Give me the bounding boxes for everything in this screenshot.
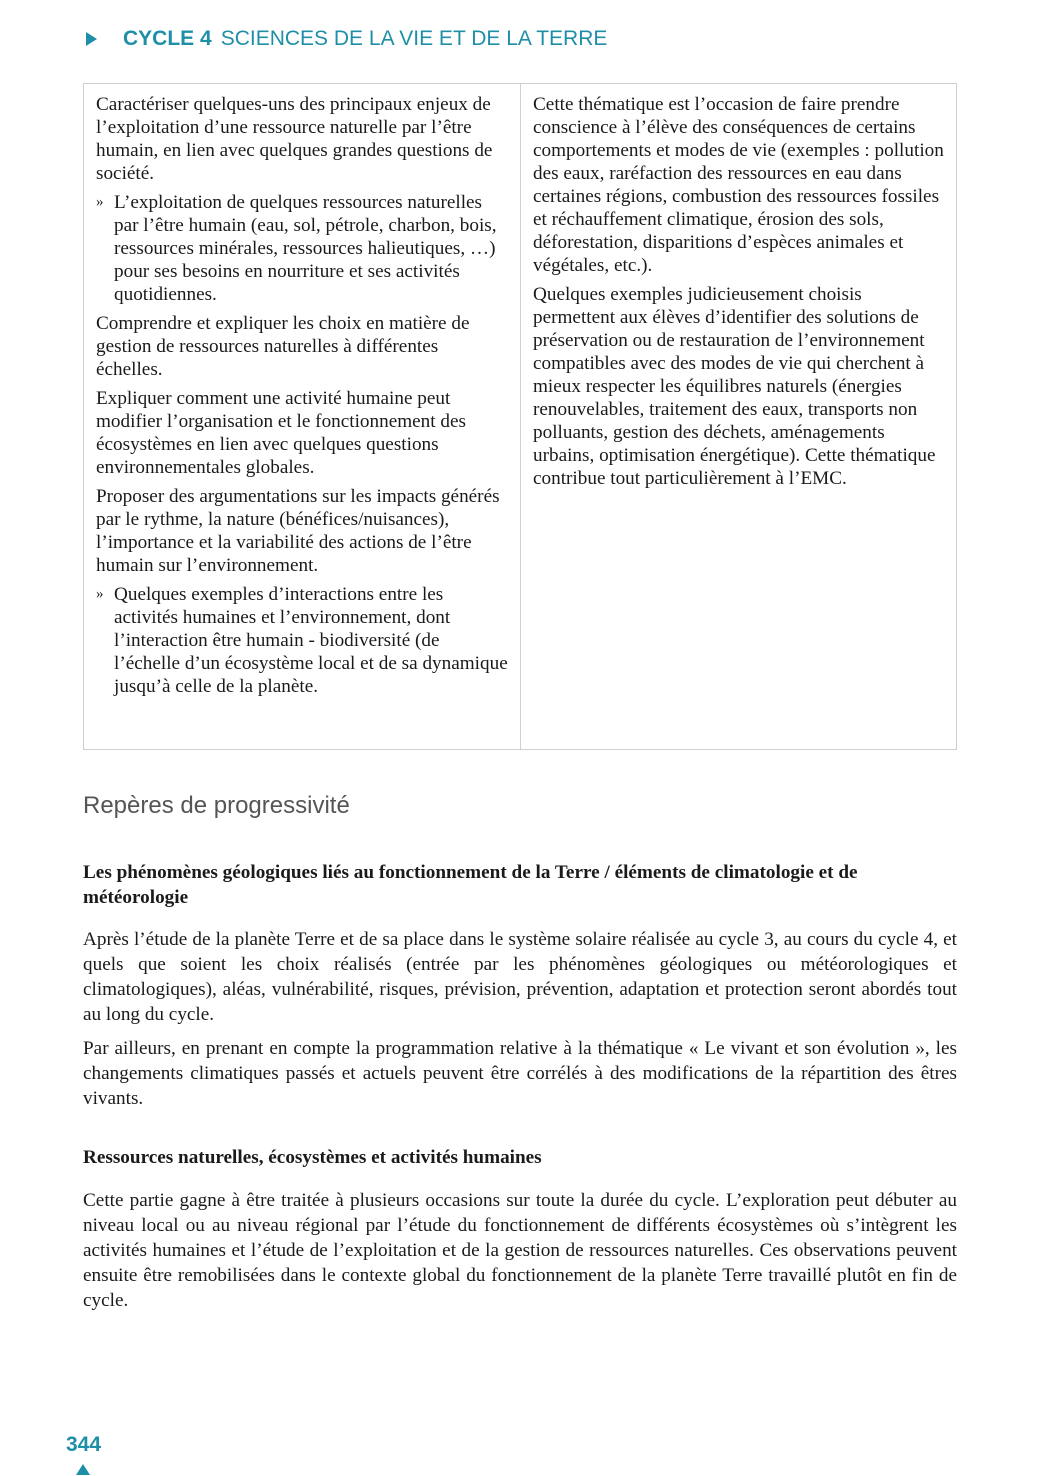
header-subject: SCIENCES DE LA VIE ET DE LA TERRE (220, 27, 608, 50)
left-paragraph-4: Proposer des argumentations sur les impacts générés par le rythme, la nature (bénéfices/nuisances), l’importance et la variabilité des actions de l’être humain sur l’environnement. (96, 486, 500, 576)
block-heading: Les phénomènes géologiques liés au fonctionnement de la Terre / éléments de climatologie et de météorologie (83, 862, 858, 908)
bullet-marker-icon: » (96, 194, 104, 210)
block-heading: Ressources naturelles, écosystèmes et activités humaines (83, 1147, 542, 1168)
page-number: 344 (66, 1433, 102, 1456)
back-to-top-arrow-icon[interactable] (76, 1464, 90, 1475)
left-paragraph-1: Caractériser quelques-uns des principaux enjeux de l’exploitation d’une ressource naturelle par l’être humain, en lien avec quelques grandes questions de société. (96, 94, 493, 184)
running-header (86, 24, 607, 54)
block-paragraph: Après l’étude de la planète Terre et de sa place dans le système solaire réalisée au cycle 3, au cours du cycle 4, et quels que soient les choix réalisés (entrée par les phénomènes géologiques ou météorologiques et climatologiques), aléas, vulnérabilité, risques, prévision, prévention, adaptation et protection seront abordés tout au long du cycle. (83, 929, 957, 1025)
left-cell (84, 84, 521, 750)
competency-table (83, 83, 957, 750)
left-bullet-2 (96, 583, 508, 698)
play-arrow-icon (86, 32, 97, 46)
left-paragraph-2: Comprendre et expliquer les choix en matière de gestion de ressources naturelles à différentes échelles. (96, 313, 470, 380)
right-cell (521, 84, 957, 750)
left-paragraph-3: Expliquer comment une activité humaine peut modifier l’organisation et le fonctionnement des écosystèmes en lien avec quelques questions environnementales globales. (96, 388, 466, 478)
header-cycle: CYCLE 4 (123, 27, 212, 50)
left-bullet-2-text: Quelques exemples d’interactions entre les activités humaines et l’environnement, dont l’interaction être humain - biodiversité (de l’échelle d’un écosystème local et de sa dynamique jusqu’à celle de la planète. (114, 584, 508, 697)
table-row (84, 84, 957, 750)
right-paragraph-2: Quelques exemples judicieusement choisis permettent aux élèves d’identifier des solutions de préservation ou de restauration de l’environnement compatibles avec des modes de vie qui cherchent à mieux respecter les équilibres naturels (énergies renouvelables, traitement des eaux, transports non polluants, gestion des déchets, aménagements urbains, optimisation énergétique). Cette thématique contribue tout particulièrement à l’EMC. (533, 284, 936, 489)
left-bullet-1-text: L’exploitation de quelques ressources naturelles par l’être humain (eau, sol, pétrole, charbon, bois, ressources minérales, ressources halieutiques, …) pour ses besoins en nourriture et ses activités quotidiennes. (114, 192, 497, 305)
block-paragraph: Cette partie gagne à être traitée à plusieurs occasions sur toute la durée du cycle. L’exploration peut débuter au niveau local ou au niveau régional par l’étude du fonctionnement de différents écosystèmes où s’intègrent les activités humaines et l’étude de l’exploitation et de la gestion de ressources naturelles. Ces observations peuvent ensuite être remobilisées dans le contexte global du fonctionnement de la planète Terre travaillé plutôt en fin de cycle. (83, 1190, 957, 1311)
progression-block-geology (83, 860, 957, 1111)
right-paragraph-1: Cette thématique est l’occasion de faire prendre conscience à l’élève des conséquences de certains comportements et modes de vie (exemples : pollution des eaux, raréfaction des ressources en eau dans certaines régions, combustion des ressources fossiles et réchauffement climatique, érosion des sols, déforestation, disparitions d’espèces animales et végétales, etc.). (533, 94, 944, 276)
section-title: Repères de progressivité (83, 792, 350, 819)
left-bullet-1 (96, 191, 508, 306)
bullet-marker-icon: » (96, 586, 104, 602)
progression-block-resources (83, 1145, 957, 1313)
block-paragraph: Par ailleurs, en prenant en compte la programmation relative à la thématique « Le vivant et son évolution », les changements climatiques passés et actuels peuvent être corrélés à des modifications de la répartition des êtres vivants. (83, 1038, 957, 1109)
